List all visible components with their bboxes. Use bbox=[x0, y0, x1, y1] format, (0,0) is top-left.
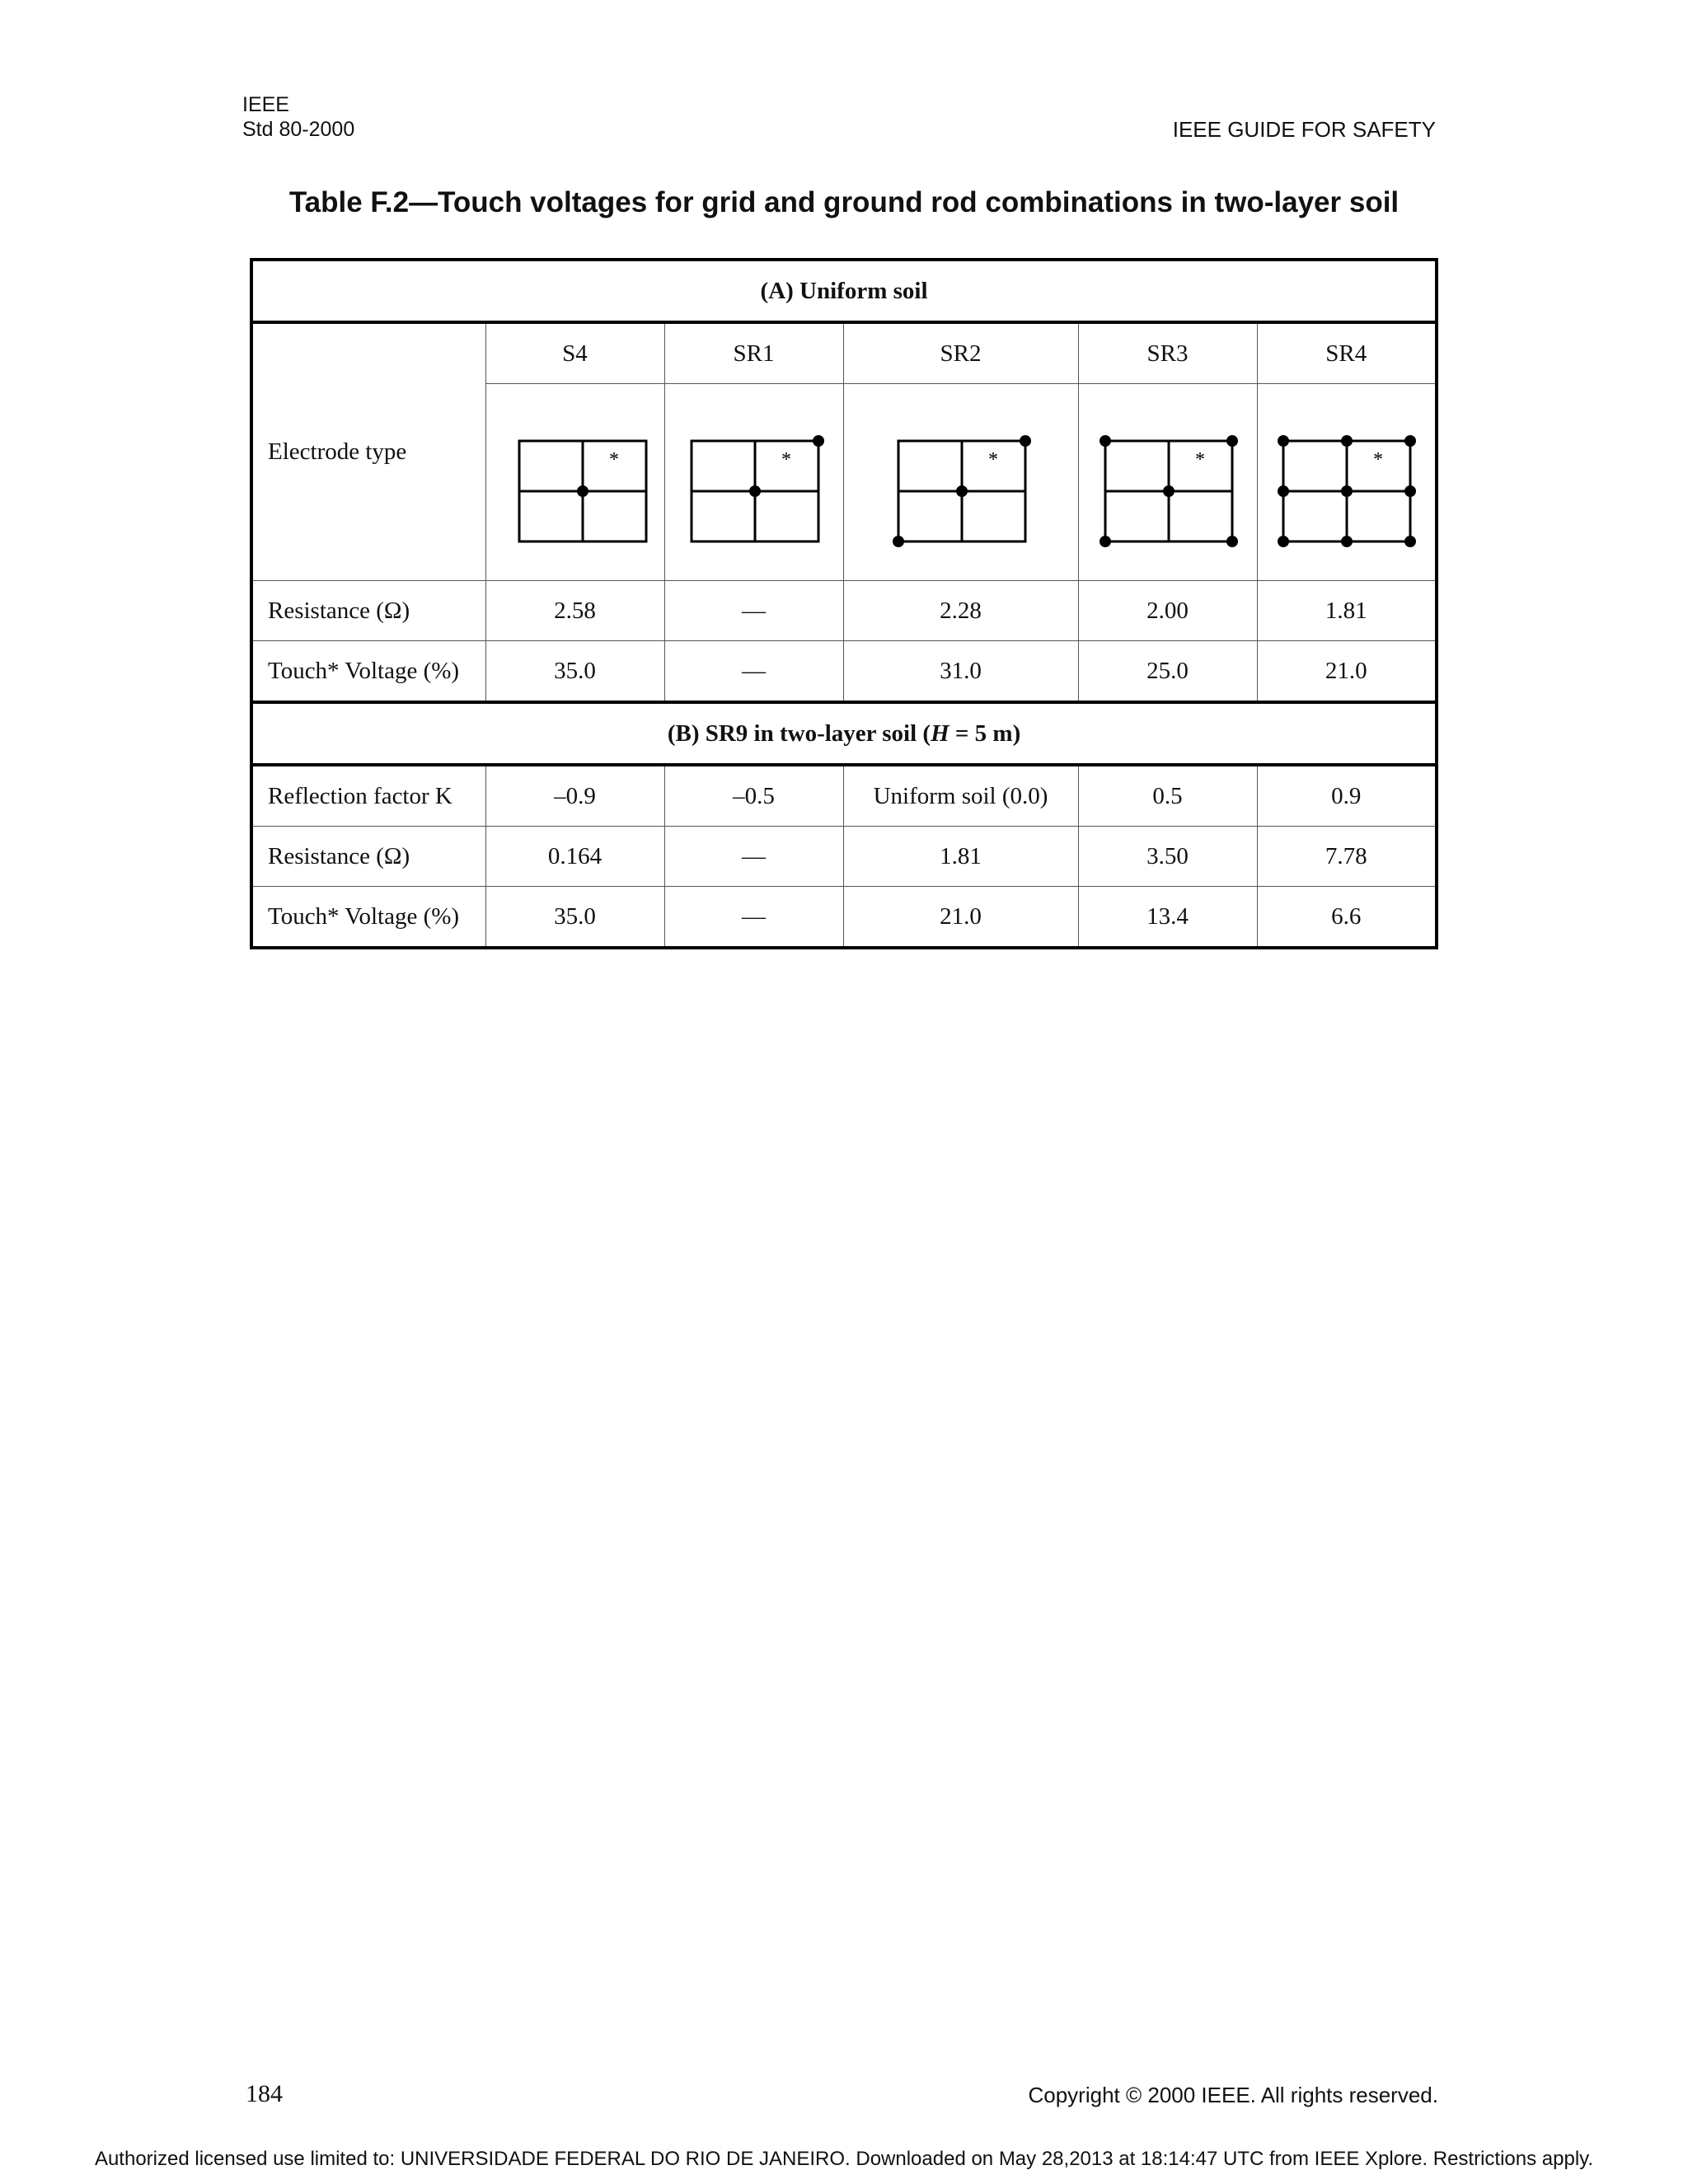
column-header: SR2 bbox=[843, 322, 1078, 384]
diagram-cell-sr3 bbox=[1078, 384, 1257, 581]
grid-diagram-sr2 bbox=[879, 416, 1043, 548]
section-a-resistance-row bbox=[251, 581, 1437, 641]
table-cell: Uniform soil (0.0) bbox=[843, 765, 1078, 827]
touch-point-marker: * bbox=[1194, 449, 1205, 471]
grid-diagram-sr1 bbox=[672, 416, 837, 548]
table-cell: 0.164 bbox=[485, 827, 664, 887]
ground-rod-dot bbox=[1278, 485, 1289, 497]
table-cell: 2.58 bbox=[485, 581, 664, 641]
section-b-heading-variable: H bbox=[931, 719, 950, 747]
section-b-reflection-row bbox=[251, 765, 1437, 827]
ground-rod-dot bbox=[893, 536, 904, 547]
table-cell: 21.0 bbox=[1257, 641, 1437, 703]
ground-rod-dot bbox=[1404, 536, 1416, 547]
table-cell: 13.4 bbox=[1078, 887, 1257, 949]
grid-diagram-s4 bbox=[493, 416, 658, 548]
row-label: Reflection factor K bbox=[251, 765, 485, 827]
section-b-resistance-row bbox=[251, 827, 1437, 887]
table-cell: 1.81 bbox=[1257, 581, 1437, 641]
diagram-cell-sr1 bbox=[664, 384, 843, 581]
ground-rod-dot bbox=[1341, 435, 1353, 447]
electrode-type-label: Electrode type bbox=[251, 322, 485, 581]
table-cell: — bbox=[664, 581, 843, 641]
table-cell: 25.0 bbox=[1078, 641, 1257, 703]
ground-rod-dot bbox=[1163, 485, 1175, 497]
touch-voltage-table bbox=[250, 258, 1438, 949]
row-label: Touch* Voltage (%) bbox=[251, 887, 485, 949]
diagram-cell-sr4 bbox=[1257, 384, 1437, 581]
table-cell: 0.9 bbox=[1257, 765, 1437, 827]
header-standard bbox=[242, 92, 354, 142]
header-guide-title: IEEE GUIDE FOR SAFETY bbox=[1172, 117, 1436, 142]
column-header: SR4 bbox=[1257, 322, 1437, 384]
touch-point-marker: * bbox=[987, 449, 998, 471]
diagram-cell-s4 bbox=[485, 384, 664, 581]
ground-rod-dot bbox=[1100, 536, 1111, 547]
table-cell: 2.00 bbox=[1078, 581, 1257, 641]
touch-point-marker: * bbox=[608, 449, 619, 471]
electrode-header-row bbox=[251, 322, 1437, 384]
diagram-cell-sr2 bbox=[843, 384, 1078, 581]
ground-rod-dot bbox=[1341, 485, 1353, 497]
table-title: Table F.2—Touch voltages for grid and ground rod combinations in two-layer soil bbox=[288, 186, 1400, 218]
ground-rod-dot bbox=[1226, 536, 1238, 547]
ground-rod-dot bbox=[956, 485, 968, 497]
ground-rod-dot bbox=[1100, 435, 1111, 447]
table-cell: 35.0 bbox=[485, 887, 664, 949]
copyright-notice: Copyright © 2000 IEEE. All rights reserved. bbox=[1028, 2083, 1438, 2107]
touch-point-marker: * bbox=[781, 449, 791, 471]
column-header: SR3 bbox=[1078, 322, 1257, 384]
row-label: Resistance (Ω) bbox=[251, 581, 485, 641]
table-cell: 35.0 bbox=[485, 641, 664, 703]
section-b-heading-suffix: = 5 m) bbox=[949, 719, 1021, 747]
table-cell: 7.78 bbox=[1257, 827, 1437, 887]
table-cell: 3.50 bbox=[1078, 827, 1257, 887]
ground-rod-dot bbox=[1278, 536, 1289, 547]
ground-rod-dot bbox=[1404, 435, 1416, 447]
table-cell: –0.9 bbox=[485, 765, 664, 827]
ground-rod-dot bbox=[813, 435, 824, 447]
ground-rod-dot bbox=[577, 485, 588, 497]
column-header: SR1 bbox=[664, 322, 843, 384]
ground-rod-dot bbox=[1278, 435, 1289, 447]
table-cell: 2.28 bbox=[843, 581, 1078, 641]
header-org: IEEE bbox=[242, 93, 289, 116]
column-header: S4 bbox=[485, 322, 664, 384]
ground-rod-dot bbox=[749, 485, 761, 497]
table-cell: 6.6 bbox=[1257, 887, 1437, 949]
ground-rod-dot bbox=[1341, 536, 1353, 547]
section-a-heading-row bbox=[251, 260, 1437, 322]
table-cell: — bbox=[664, 827, 843, 887]
row-label: Resistance (Ω) bbox=[251, 827, 485, 887]
ground-rod-dot bbox=[1020, 435, 1031, 447]
section-b-heading-row bbox=[251, 702, 1437, 765]
table-cell: — bbox=[664, 887, 843, 949]
ground-rod-dot bbox=[1404, 485, 1416, 497]
grid-diagram-sr4 bbox=[1264, 416, 1428, 548]
table-cell: –0.5 bbox=[664, 765, 843, 827]
touch-point-marker: * bbox=[1373, 449, 1384, 471]
section-a-touch-row bbox=[251, 641, 1437, 703]
page-number: 184 bbox=[246, 2080, 283, 2107]
section-a-heading: (A) Uniform soil bbox=[251, 260, 1437, 322]
table-cell: 21.0 bbox=[843, 887, 1078, 949]
table-cell: 0.5 bbox=[1078, 765, 1257, 827]
row-label: Touch* Voltage (%) bbox=[251, 641, 485, 703]
section-b-touch-row bbox=[251, 887, 1437, 949]
header-std: Std 80-2000 bbox=[242, 118, 355, 141]
license-notice: Authorized licensed use limited to: UNIVERSIDADE FEDERAL DO RIO DE JANEIRO. Downloaded on May 28,2013 at 18:14:47 UTC from IEEE Xplore. Restrictions apply. bbox=[94, 2148, 1594, 2170]
table-cell: 1.81 bbox=[843, 827, 1078, 887]
section-b-heading bbox=[251, 702, 1437, 765]
ground-rod-dot bbox=[1226, 435, 1238, 447]
table-cell: — bbox=[664, 641, 843, 703]
grid-diagram-sr3 bbox=[1085, 416, 1250, 548]
section-b-heading-prefix: (B) SR9 in two-layer soil ( bbox=[667, 719, 931, 747]
table-cell: 31.0 bbox=[843, 641, 1078, 703]
